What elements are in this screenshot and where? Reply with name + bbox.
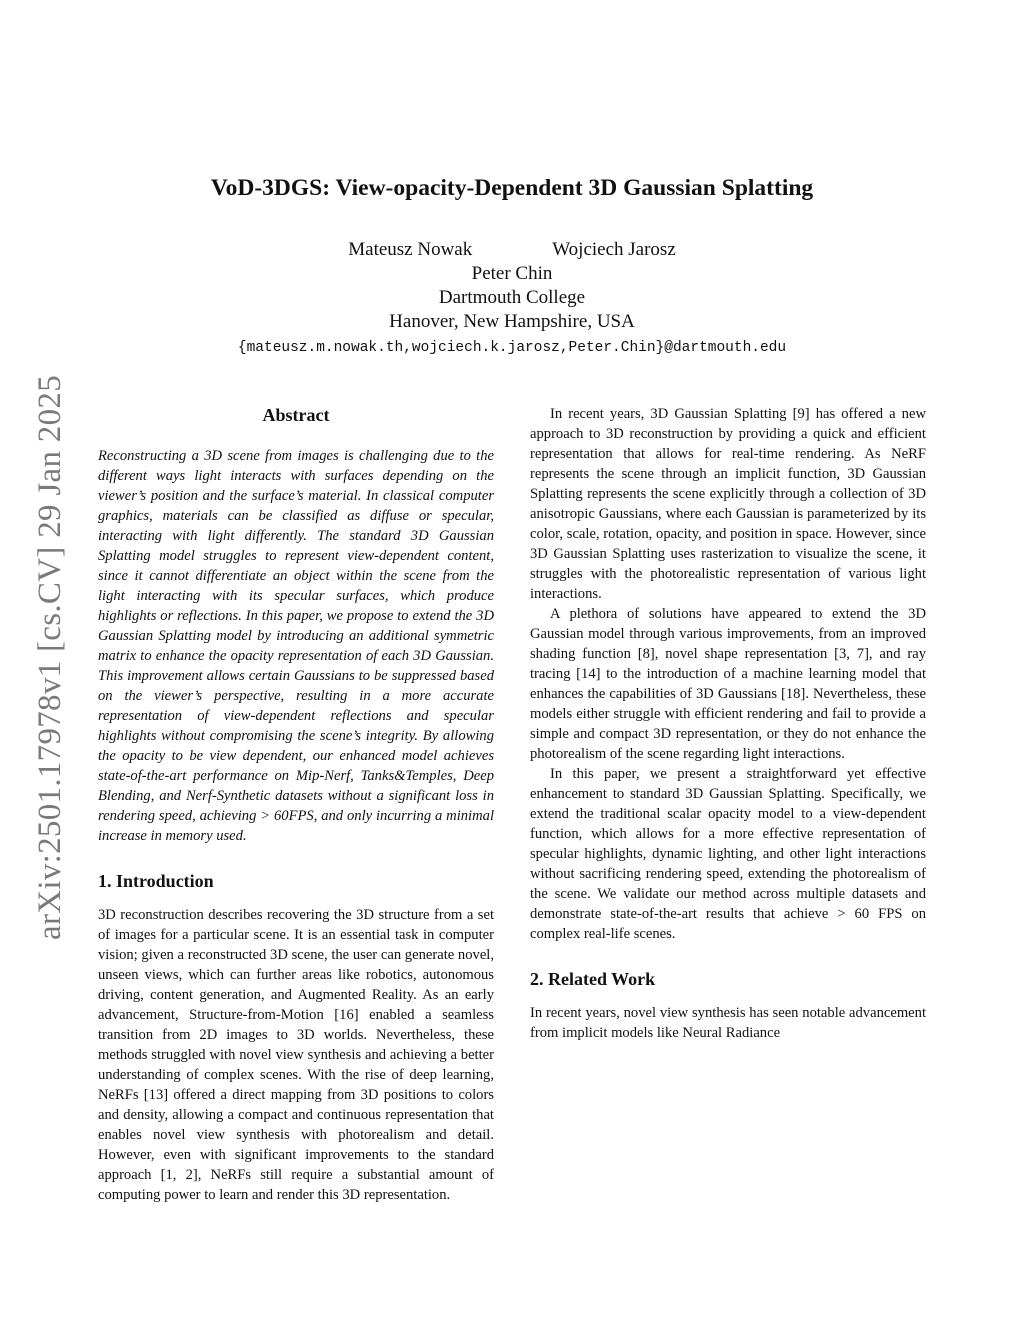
introduction-paragraph: A plethora of solutions have appeared to extend the 3D Gaussian model through various improvements, from an improved shading function [8], novel shape representation [3, 7], and ray tracing [14] to the introduction of a machine learning model that enhances the capabilities of 3D Gaussians [18]. Nevertheless, these models either struggle with efficient rendering and fail to provide a simple and compact 3D representation, or they do not enhance the photorealism of the scene regarding light interactions. (530, 606, 926, 762)
location: Hanover, New Hampshire, USA (389, 311, 635, 332)
author-name: Peter Chin (471, 263, 553, 284)
author-name: Wojciech Jarosz (552, 239, 676, 260)
introduction-paragraph: In this paper, we present a straightforward yet effective enhancement to standard 3D Gaussian Splatting. Specifically, we extend the traditional scalar opacity model to a view-dependent function, which allows for a more effective representation of specular highlights, dynamic lighting, and other light interactions without sacrificing rendering speed, extending the photorealism of the scene. We validate our method across multiple datasets and demonstrate state-of-the-art results that achieve > 60 FPS on complex real-life scenes. (530, 766, 926, 942)
related-work-heading: 2. Related Work (530, 969, 656, 989)
related-work-paragraph: In recent years, novel view synthesis has seen notable advancement from implicit models like Neural Radiance (530, 1005, 926, 1041)
left-column (98, 404, 494, 1205)
affiliation: Dartmouth College (438, 287, 586, 308)
abstract-text: Reconstructing a 3D scene from images is challenging due to the different ways light interacts with surfaces depending on the viewer’s position and the surface’s material. In classical computer graphics, materials can be classified as diffuse or specular, interacting with light differently. The standard 3D Gaussian Splatting model struggles to represent view-dependent content, since it cannot differentiate an object within the scene from the light interacting with its specular surfaces, which produce highlights or reflections. In this paper, we propose to extend the 3D Gaussian Splatting model by introducing an additional symmetric matrix to enhance the opacity representation of each 3D Gaussian. This improvement allows certain Gaussians to be suppressed based on the viewer’s perspective, resulting in a more accurate representation of view-dependent reflections and specular highlights without compromising the scene’s integrity. By allowing the opacity to be view dependent, our enhanced model achieves state-of-the-art performance on Mip-Nerf, Tanks&Temples, Deep Blending, and Nerf-Synthetic datasets without a significant loss in rendering speed, achieving > 60FPS, and only incurring a minimal increase in memory used. (98, 448, 494, 844)
abstract-heading: Abstract (262, 405, 330, 425)
introduction-paragraph: In recent years, 3D Gaussian Splatting [9] has offered a new approach to 3D reconstruction by providing a quick and efficient representation that allows for real-time rendering. As NeRF represents the scene through an implicit function, 3D Gaussian Splatting represents the scene explicitly through a collection of 3D anisotropic Gaussians, where each Gaussian is parameterized by its color, scale, rotation, opacity, and position in space. However, since 3D Gaussian Splatting uses rasterization to visualize the scene, it struggles with the photorealistic representation of various light interactions. (530, 406, 926, 602)
author-block (0, 238, 1024, 360)
paper-title: VoD-3DGS: View-opacity-Dependent 3D Gaussian Splatting (210, 175, 814, 201)
email-addresses: {mateusz.m.nowak.th,wojciech.k.jarosz,Peter.Chin}@dartmouth.edu (237, 340, 787, 356)
introduction-paragraph: 3D reconstruction describes recovering the 3D structure from a set of images for a particular scene. It is an essential task in computer vision; given a reconstructed 3D scene, the user can generate novel, unseen views, which can further areas like robotics, autonomous driving, content generation, and Augmented Reality. As an early advancement, Structure-from-Motion [16] enabled a seamless transition from 2D images to 3D worlds. Nevertheless, these methods struggled with novel view synthesis and achieving a better understanding of complex scenes. With the rise of deep learning, NeRFs [13] offered a direct mapping from 3D positions to colors and density, allowing a compact and continuous representation that enables novel view synthesis with photorealism and detail. However, even with significant improvements to the standard approach [1, 2], NeRFs still require a substantial amount of computing power to learn and render this 3D representation. (98, 907, 494, 1203)
author-name: Mateusz Nowak (348, 239, 473, 260)
arxiv-identifier: arXiv:2501.17978v1 [cs.CV] 29 Jan 2025 (32, 374, 68, 940)
introduction-heading: 1. Introduction (98, 871, 214, 891)
right-column (530, 404, 926, 1043)
